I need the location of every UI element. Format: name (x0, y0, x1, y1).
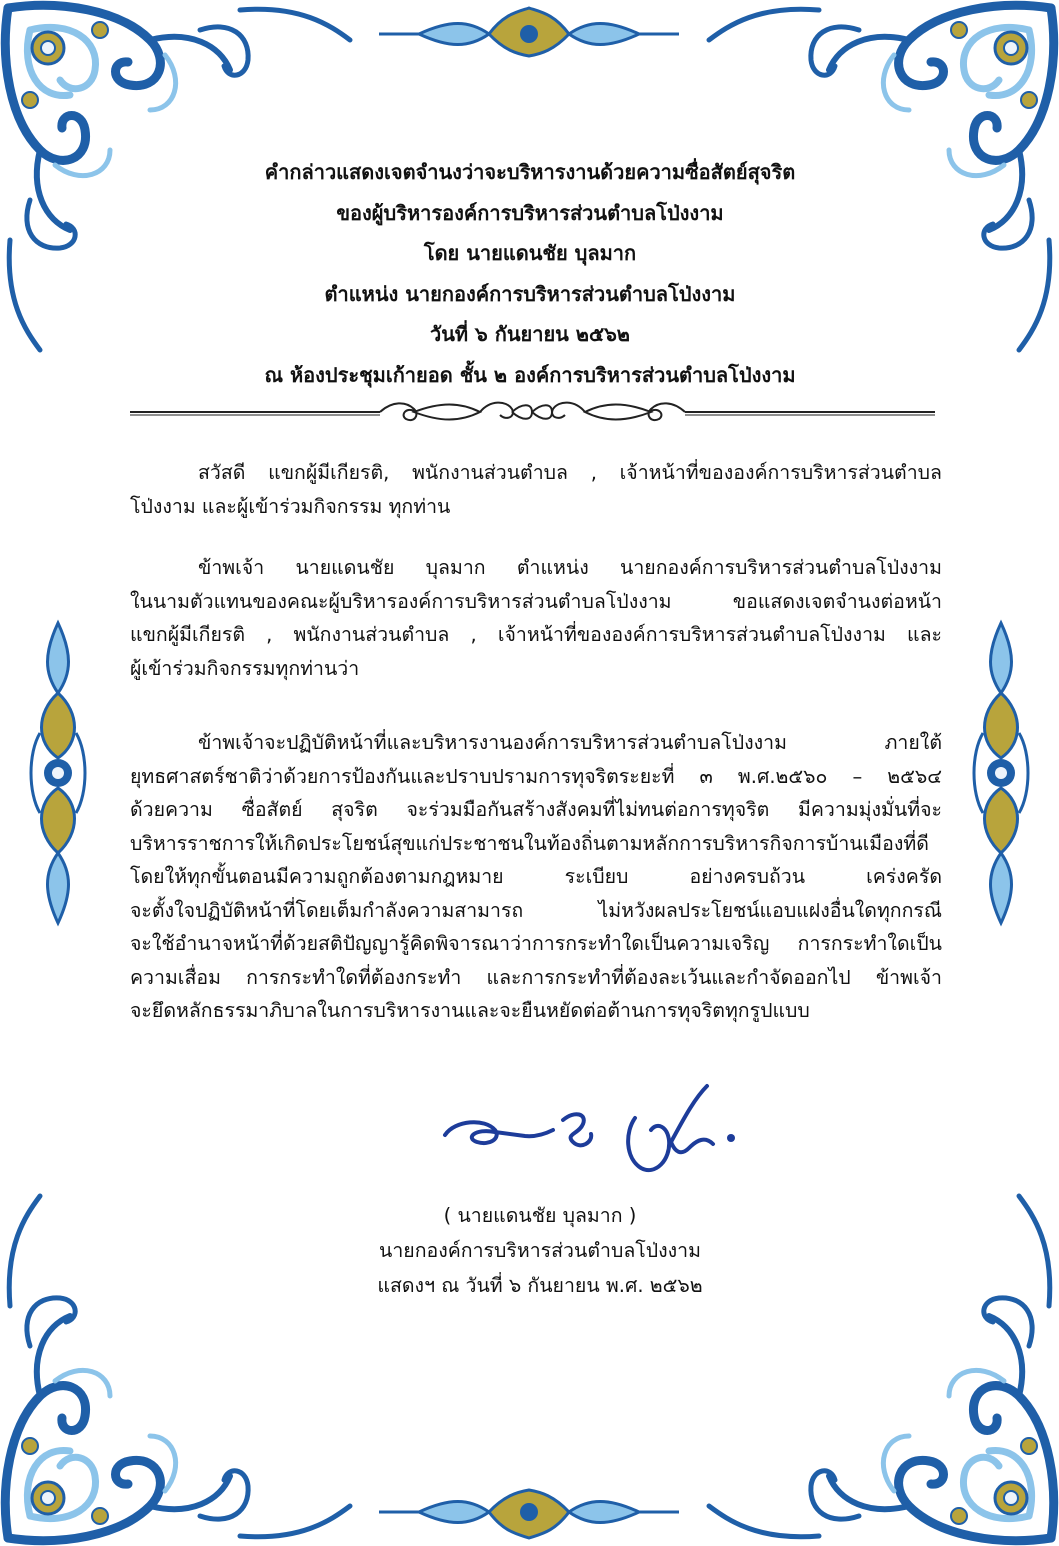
signer-position: นายกองค์การบริหารส่วนตำบลโป่งงาม (379, 1239, 701, 1262)
pledge-line-7: จะใช้อำนาจหน้าที่ด้วยสติปัญญารู้คิดพิจารณาว่าการกระทำใดเป็นความเจริญ การกระทำใดเป็น (130, 932, 942, 955)
pledge-line-6: จะตั้งใจปฏิบัติหน้าที่โดยเต็มกำลังความสามารถ ไม่หวังผลประโยชน์แอบแฝงอื่นใดทุกกรณี (130, 898, 942, 922)
signature-block (330, 1198, 750, 1303)
intro-line-3: แขกผู้มีเกียรติ , พนักงานส่วนตำบล , เจ้าหน้าที่ขององค์การบริหารส่วนตำบลโป่งงาม และ (130, 623, 942, 646)
intro-line-1: ข้าพเจ้า นายแดนชัย บุลมาก ตำแหน่ง นายกองค์การบริหารส่วนตำบลโป่งงาม (198, 556, 942, 579)
pledge-line-8: ความเสื่อม การกระทำใดที่ต้องกระทำ และการกระทำที่ต้องละเว้นและกำจัดออกไป ข้าพเจ้า (130, 965, 942, 989)
presenter-line: โดย นายแดนชัย บุลมาก (423, 241, 637, 265)
pledge-line-9: จะยึดหลักธรรมาภิบาลในการบริหารงานและจะยืนหยัดต่อต้านการทุจริตทุกรูปแบบ (130, 999, 810, 1022)
pledge-line-4: บริหารราชการให้เกิดประโยชน์สุขแก่ประชาชนในท้องถิ่นตามหลักการบริหารกิจการบ้านเมืองที่ดี (130, 831, 929, 855)
pledge-line-1: ข้าพเจ้าจะปฏิบัติหน้าที่และบริหารงานองค์การบริหารส่วนตำบลโป่งงาม ภายใต้ (198, 731, 942, 754)
signer-name: ( นายแดนชัย บุลมาก ) (443, 1204, 637, 1227)
greeting-line-1: สวัสดี แขกผู้มีเกียรติ, พนักงานส่วนตำบล , เจ้าหน้าที่ขององค์การบริหารส่วนตำบล (198, 461, 942, 484)
scroll-divider-ornament (130, 397, 935, 427)
corner-ornament-bottom-left (5, 1196, 350, 1541)
greeting-line-2: โป่งงาม และผู้เข้าร่วมกิจกรรม ทุกท่าน (130, 494, 451, 518)
greeting-paragraph (130, 456, 942, 523)
position-line: ตำแหน่ง นายกองค์การบริหารส่วนตำบลโป่งงาม (324, 281, 736, 306)
handwritten-signature (435, 1080, 765, 1190)
subtitle-line: ของผู้บริหารองค์การบริหารส่วนตำบลโป่งงาม (336, 200, 724, 225)
intro-line-2: ในนามตัวแทนของคณะผู้บริหารองค์การบริหารส่วนตำบลโป่งงาม ขอแสดงเจตจำนงต่อหน้า (130, 589, 942, 613)
pledge-line-5: โดยให้ทุกขั้นตอนมีความถูกต้องตามกฎหมาย ระเบียบ อย่างครบถ้วน เคร่งครัด (130, 865, 942, 888)
intro-line-4: ผู้เข้าร่วมกิจกรรมทุกท่านว่า (130, 656, 360, 680)
intro-paragraph (130, 551, 942, 685)
pledge-paragraph (130, 726, 942, 1028)
date-line: วันที่ ๖ กันยายน ๒๕๖๒ (430, 322, 630, 346)
side-ornament-left (31, 623, 85, 923)
signed-date: แสดงฯ ณ วันที่ ๖ กันยายน พ.ศ. ๒๕๖๒ (377, 1274, 703, 1297)
document-header (130, 152, 930, 395)
side-ornament-right (974, 623, 1028, 923)
pledge-line-2: ยุทธศาสตร์ชาติว่าด้วยการป้องกันและปราบปรามการทุจริตระยะที่ ๓ พ.ศ.๒๕๖๐ – ๒๕๖๔ (130, 764, 942, 788)
bottom-center-ornament (379, 1490, 679, 1538)
title-line: คำกล่าวแสดงเจตจำนงว่าจะบริหารงานด้วยความซื่อสัตย์สุจริต (264, 160, 796, 184)
corner-ornament-bottom-right (709, 1196, 1054, 1541)
venue-line: ณ ห้องประชุมเก้ายอด ชั้น ๒ องค์การบริหารส่วนตำบลโป่งงาม (264, 362, 796, 387)
pledge-line-3: ด้วยความ ซื่อสัตย์ สุจริต จะร่วมมือกันสร้างสังคมที่ไม่ทนต่อการทุจริต มีความมุ่งมั่นที่จะ (130, 798, 942, 821)
top-center-ornament (379, 8, 679, 56)
